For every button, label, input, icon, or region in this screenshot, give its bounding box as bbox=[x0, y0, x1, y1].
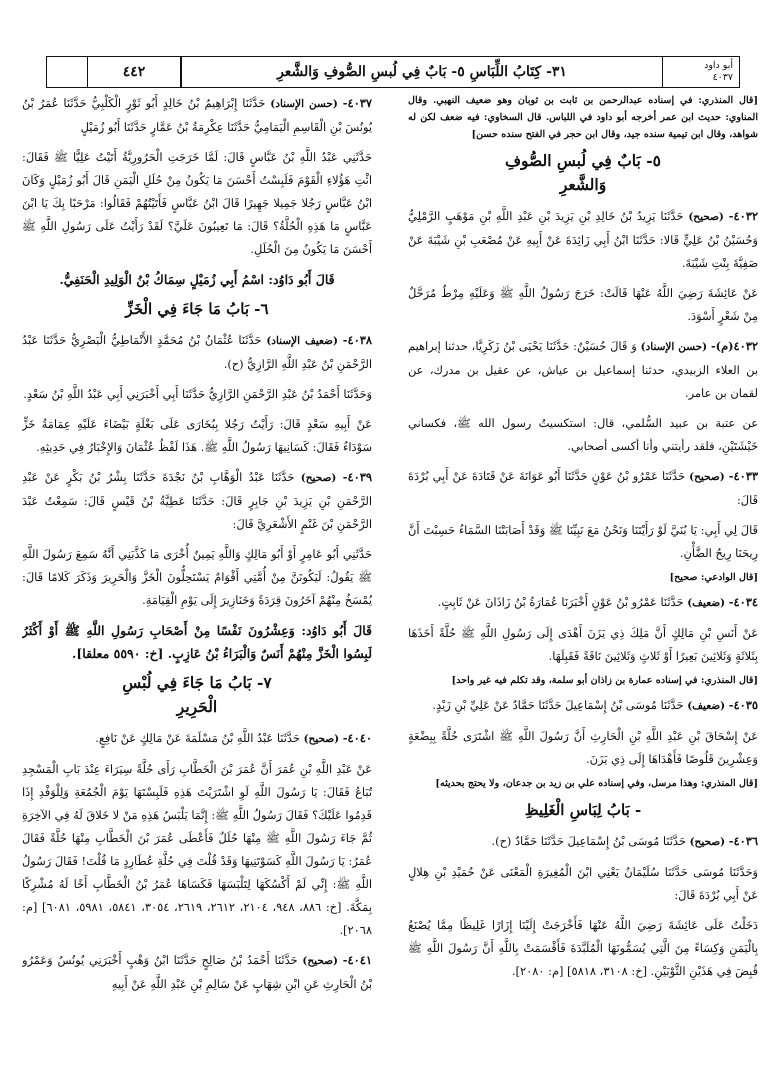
hadith-matn: عَنْ إِسْحَاقَ بْنِ عَبْدِ اللَّهِ بْنِ الْحَارِثِ أَنَّ رَسُولَ اللَّهِ ﷺ اشْتَرَى حُلَّةً بِبِضْعَةٍ وَعِشْرِينَ قَلُوصًا فَأَهْدَاهَا إِلَى ذِي يَزَنَ. bbox=[408, 729, 758, 766]
hadith-matn: عن عتبة بن عبيد السُّلمي، قال: استكسيتُ رسول الله ﷺ، فكساني خَيْشَتَيْنِ، فلقد رأيتني وأنا أكسى أصحابي. bbox=[408, 416, 758, 453]
hadith-text: حَدَّثَنَا عَمْرُو بْنُ عَوْنٍ أَخْبَرَنَا عُمَارَةُ بْنُ زَاذَانَ عَنْ ثَابِتٍ. bbox=[437, 595, 684, 609]
hadith-number: ٤٠٣٧- bbox=[342, 96, 372, 110]
hadith-matn: عَنْ أَنَسِ بْنِ مَالِكٍ أَنَّ مَلِكَ ذِي يَزَنَ أَهْدَى إِلَى رَسُولِ اللَّهِ ﷺ حُلَّةً أَخَذَهَا بِثَلاثَةٍ وَثَلاثِينَ بَعِيرًا أَوْ ثَلاثٍ وَثَلاثِينَ نَاقَةً فَقَبِلَهَا. bbox=[408, 626, 758, 663]
hadith-text: حَدَّثَنَا عَمْرُو بْنُ عَوْنٍ حَدَّثَنَا أَبُو عَوَانَةَ عَنْ قَتَادَةَ عَنْ أَبِي بُرْدَةَ قَالَ: bbox=[408, 469, 758, 507]
hadith-text: حَدَّثَنَا يَزِيدُ بْنُ خَالِدِ بْنِ يَزِيدَ بْنِ عَبْدِ اللَّهِ بْنِ مَوْهَبٍ الرَّمْلِيُّ وَحُسَيْنُ بْنُ عَلِيٍّ قَالا: حَدَّثَنَا ابْنُ أَبِي زَائِدَةَ عَنْ أَبِيهِ عَنْ مُصْعَبِ بْنِ شَيْبَةَ عَنْ صَفِيَّةَ بِنْتِ شَيْبَةَ. bbox=[408, 209, 758, 270]
abu-dawud-comment: قَالَ أَبُو دَاوُد: اسْمُ أَبِي زُمَيْلٍ سِمَاكُ بْنُ الْوَلِيدِ الْحَنَفِيُّ. bbox=[59, 272, 335, 287]
hadith-text: حَدَّثَنَا مُوسَى بْنُ إِسْمَاعِيلَ حَدَّثَنَا حَمَّادٌ (ح). bbox=[491, 834, 686, 848]
abu-dawud-comment: قَالَ أَبُو دَاوُد: وَعِشْرُونَ نَفْسًا مِنْ أَصْحَابِ رَسُولِ اللَّهِ ﷺ أَوْ أَكْثَرُ لَبِسُوا الْخَزَّ مِنْهُمْ أَنَسٌ وَالْبَرَاءُ بْنُ عَازِبٍ. [خ: ٥٥٩٠ معلقا]. bbox=[22, 623, 372, 661]
hadith-number: ٤٠٣٢(م)- bbox=[710, 339, 758, 353]
hadith-text: حَدَّثَنَا مُوسَى بْنُ إِسْمَاعِيلَ حَدَّثَنَا حَمَّادٌ عَنْ عَلِيِّ بْنِ زَيْدٍ. bbox=[432, 698, 684, 712]
hadith-matn: عَنْ أَبِيهِ سَعْدٍ قَالَ: رَأَيْتُ رَجُلا بِبُخَارَى عَلَى بَغْلَةٍ بَيْضَاءَ عَلَيْهِ عِمَامَةُ خَزٍّ سَوْدَاءُ فَقَالَ: كَسَانِيهَا رَسُولُ اللَّهِ ﷺ. هَذَا لَفْظُ عُثْمَانَ وَالإِخْبَارُ فِي حَدِيثِهِ. bbox=[22, 417, 372, 454]
footnote-block: [قال الوادعي: صحيح] bbox=[669, 572, 758, 583]
hadith-isnad bbox=[22, 727, 372, 751]
hadith-matn: حَدَّثَنِي عَبْدُ اللَّهِ بْنُ عَبَّاسٍ قَالَ: لَمَّا خَرَجَتِ الْحَرُورِيَّةُ أَتَيْتُ عَلِيًّا ﷺ فَقَالَ: ائْتِ هَؤُلاءِ الْقَوْمَ فَلَبِسْتُ أَحْسَنَ مَا يَكُونُ مِنْ حُلَلِ الْيَمَنِ قَالَ أَبُو زُمَيْلٍ وَكَانَ ابْنُ عَبَّاسٍ رَجُلا جَمِيلا جَهِيرًا قَالَ ابْنُ عَبَّاسٍ فَأَتَيْتُهُمْ فَقَالُوا: مَرْحَبًا بِكَ يَا ابْنَ عَبَّاسٍ مَا هَذِهِ الْحُلَّةُ؟ قَالَ: مَا تَعِيبُونَ عَلَيَّ؟ لَقَدْ رَأَيْتُ عَلَى رَسُولِ اللَّهِ ﷺ أَحْسَنَ مَا يَكُونُ مِنَ الْحُلَلِ. bbox=[22, 150, 372, 256]
right-column bbox=[408, 92, 758, 1067]
hadith-isnad bbox=[22, 466, 372, 536]
hadith-grade: (صحيح) bbox=[300, 472, 337, 484]
header-book-cell bbox=[663, 57, 739, 87]
hadith-isnad bbox=[22, 92, 372, 139]
hadith-matn: عَنْ عَائِشَةَ رَضِيَ اللَّهُ عَنْهَا قَالَتْ: خَرَجَ رَسُولُ اللَّهِ ﷺ وَعَلَيْهِ مِرْطٌ مُرَحَّلٌ مِنْ شَعْرٍ أَسْوَدَ. bbox=[408, 286, 758, 323]
footnote-block: [قال المنذري: في إسناده عبدالرحمن بن ثابت بن ثوبان وهو ضعيف النهبي. وقال المناوي: حديث ابن عمر أخرجه أبو داود في اللباس. قال السخاوي: فيه ضعف لكن له شواهد، وقال ابن تيمية سنده جيد، وقال ابن حجر في الفتح سنده حسن] bbox=[408, 95, 758, 140]
chapter-heading: ٦- بَابُ مَا جَاءَ فِي الْخَزِّ bbox=[125, 300, 269, 318]
hadith-grade: (حسن الإسناد) bbox=[640, 341, 708, 353]
hadith-grade: (ضعيف الإسناد) bbox=[266, 335, 338, 347]
hadith-grade: (ضعيف) bbox=[687, 597, 726, 609]
chapter-title-line: الْحَرِيرِ bbox=[176, 697, 218, 716]
hadith-text-continued: وَحَدَّثَنَا أَحْمَدُ بْنُ عَبْدِ الرَّحْمَنِ الرَّازِيُّ حَدَّثَنَا أَبِي أَخْبَرَنِي أَبِي عَبْدُ اللَّهِ بْنُ سَعْدٍ. bbox=[23, 387, 372, 401]
hadith-grade: (صحيح) bbox=[302, 955, 338, 967]
hadith-number: ٤٠٤٠- bbox=[342, 731, 372, 745]
hadith-text-continued: وَحَدَّثَنَا مُوسَى حَدَّثَنَا سُلَيْمَانُ يَعْنِي ابْنَ الْمُغِيرَةِ الْمَعْنَى عَنْ حُمَيْدِ بْنِ هِلالٍ عَنْ أَبِي بُرْدَةَ قَالَ: bbox=[408, 865, 758, 902]
hadith-number: ٤٠٣٤- bbox=[728, 595, 758, 609]
chapter-title-line: وَالشَّعرِ bbox=[559, 175, 607, 194]
hadith-number: ٤٠٣٣- bbox=[728, 469, 758, 483]
chapter-heading: - بَابُ لِبَاسِ الْغَلِيظِ bbox=[524, 801, 642, 819]
running-header bbox=[46, 56, 740, 88]
hadith-grade: (صحيح) bbox=[689, 471, 725, 483]
hadith-number: ٤٠٣٢- bbox=[728, 209, 758, 223]
hadith-isnad bbox=[408, 335, 758, 405]
header-book-name: أبو داود bbox=[704, 60, 733, 71]
header-book-number: ٤٠٣٧ bbox=[712, 72, 733, 83]
hadith-isnad bbox=[408, 465, 758, 512]
hadith-matn: دَخَلْتُ عَلَى عَائِشَةَ رَضِيَ اللَّهُ عَنْهَا فَأَخْرَجَتْ إِلَيْنَا إِزَارًا غَلِيظًا مِمَّا يُصْنَعُ بِالْيَمَنِ وَكِسَاءً مِنَ الَّتِي يُسَمُّونَهَا الْمُلَبَّدَةَ فَأَقْسَمَتْ بِاللَّهِ أَنَّ رَسُولَ اللَّهِ ﷺ قُبِضَ فِي هَذَيْنِ الثَّوْبَيْنِ. [خ: ٣١٠٨، ٥٨١٨] [م: ٢٠٨٠]. bbox=[408, 918, 758, 978]
hadith-text: حَدَّثَنَا أَحْمَدُ بْنُ صَالِحٍ حَدَّثَنَا ابْنُ وَهْبٍ أَخْبَرَنِي يُونُسُ وَعَمْرُو بْنُ الْحَارِثِ عَنِ ابْنِ شِهَابٍ عَنْ سَالِمِ بْنِ عَبْدِ اللَّهِ عَنْ أَبِيهِ bbox=[22, 953, 372, 991]
footnote-block: [قال المنذري: في إسناده عمارة بن زاذان أبو سلمة، وقد تكلم فيه غير واحد] bbox=[451, 675, 758, 686]
footnote-block: [قال المنذري: وهذا مرسل، وفي إسناده علي بن زيد بن جدعان، ولا يحتج بحديثه] bbox=[435, 778, 758, 789]
chapter-heading bbox=[408, 149, 758, 197]
hadith-text: حَدَّثَنَا إِبْرَاهِيمُ بْنُ خَالِدٍ أَبُو ثَوْرٍ الْكَلْبِيُّ حَدَّثَنَا عُمَرُ بْنُ يُونُسَ بْنِ الْقَاسِمِ الْيَمَامِيُّ حَدَّثَنَا عِكْرِمَةُ بْنُ عَمَّارٍ حَدَّثَنَا أَبُو زُمَيْلٍ bbox=[22, 96, 372, 134]
hadith-text: وَ قَالَ حُسَيْنٌ: حَدَّثَنَا يَحْيَى بْنُ زَكَرِيَّا، حدثنا إبراهيم بن العلاء الزبيدي، حدثنا إسماعيل بن عياش، عن عقيل بن مدرك، عن لقمان بن عامر. bbox=[408, 339, 758, 400]
hadith-number: ٤٠٣٨- bbox=[342, 333, 372, 347]
hadith-matn: حَدَّثَنِي أَبُو عَامِرٍ أَوْ أَبُو مَالِكٍ وَاللَّهِ يَمِينٌ أُخْرَى مَا كَذَّبَنِي أَنَّهُ سَمِعَ رَسُولَ اللَّهِ ﷺ يَقُولُ: لَيَكُونَنَّ مِنْ أُمَّتِي أَقْوَامٌ يَسْتَحِلُّونَ الْخَزَّ وَالْحَرِيرَ وَذَكَرَ كَلامًا قَالَ: يُمْسَخُ مِنْهُمْ آخَرُونَ قِرَدَةً وَخَنَازِيرَ إِلَى يَوْمِ الْقِيَامَةِ. bbox=[22, 547, 372, 607]
left-column bbox=[22, 92, 372, 1067]
chapter-title-line: ٥- بَابٌ فِي لُبسِ الصُّوفِ bbox=[504, 151, 661, 170]
chapter-heading bbox=[22, 671, 372, 719]
hadith-number: ٤٠٣٦- bbox=[728, 834, 758, 848]
hadith-isnad bbox=[22, 329, 372, 376]
hadith-isnad bbox=[22, 949, 372, 996]
hadith-isnad bbox=[408, 591, 758, 615]
hadith-text: حَدَّثَنَا عُثْمَانُ بْنُ مُحَمَّدٍ الأَنْمَاطِيُّ الْبَصْرِيُّ حَدَّثَنَا عَبْدُ الرَّحْمَنِ بْنُ عَبْدِ اللَّهِ الرَّازِيُّ (ح). bbox=[22, 333, 372, 371]
hadith-grade: (ضعيف) bbox=[687, 700, 726, 712]
hadith-text: حَدَّثَنَا عَبْدُ اللَّهِ بْنُ مَسْلَمَةَ عَنْ مَالِكٍ عَنْ نَافِعٍ. bbox=[95, 731, 300, 745]
page-number: ٤٤٢ bbox=[88, 57, 181, 87]
hadith-text: حَدَّثَنَا عَبْدُ الْوَهَّابِ بْنُ نَجْدَةَ حَدَّثَنَا بِشْرُ بْنُ بَكْرٍ عَنْ عَبْدِ الرَّحْمَنِ بْنِ يَزِيدَ بْنِ جَابِرٍ قَالَ: حَدَّثَنَا عَطِيَّةُ بْنُ قَيْسٍ قَالَ: سَمِعْتُ عَبْدَ الرَّحْمَنِ بْنَ غَنْمٍ الأَشْعَرِيَّ قَالَ: bbox=[22, 470, 372, 531]
header-empty-cell bbox=[47, 57, 88, 87]
hadith-number: ٤٠٣٥- bbox=[728, 698, 758, 712]
hadith-grade: (حسن الإسناد) bbox=[270, 98, 338, 110]
hadith-isnad bbox=[408, 205, 758, 275]
hadith-number: ٤٠٣٩- bbox=[342, 470, 372, 484]
header-chapter-title: ٣١- كِتَابُ اللِّبَاسِ ٥- بَابٌ فِي لُبسِ الصُّوفِ وَالشَّعرِ bbox=[181, 57, 663, 87]
hadith-number: ٤٠٤١- bbox=[342, 953, 372, 967]
hadith-grade: (صحيح) bbox=[689, 836, 726, 848]
hadith-matn: قَالَ لِي أَبِي: يَا بُنَيَّ لَوْ رَأَيْتَنَا وَنَحْنُ مَعَ نَبِيِّنَا ﷺ وَقَدْ أَصَابَتْنَا السَّمَاءُ حَسِبْتَ أَنَّ رِيحَنَا رِيحُ الضَّأْنِ. bbox=[408, 523, 758, 560]
hadith-isnad bbox=[408, 830, 758, 854]
hadith-matn: عَنْ عَبْدِ اللَّهِ بْنِ عُمَرَ أَنَّ عُمَرَ بْنَ الْخَطَّابِ رَأَى حُلَّةً سِيَرَاءَ عِنْدَ بَابِ الْمَسْجِدِ تُبَاعُ فَقَالَ: يَا رَسُولَ اللَّهِ لَوِ اشْتَرَيْتَ هَذِهِ فَلَبِسْتَهَا يَوْمَ الْجُمُعَةِ وَلِلْوَفْدِ إِذَا قَدِمُوا عَلَيْكَ؟ فَقَالَ رَسُولُ اللَّهِ ﷺ: إِنَّمَا يَلْبَسُ هَذِهِ مَنْ لا خَلاقَ لَهُ فِي الآخِرَةِ ثُمَّ جَاءَ رَسُولَ اللَّهِ ﷺ مِنْهَا حُلَلٌ فَأَعْطَى عُمَرَ بْنَ الْخَطَّابِ مِنْهَا حُلَّةً فَقَالَ عُمَرُ: يَا رَسُولَ اللَّهِ كَسَوْتَنِيهَا وَقَدْ قُلْتَ فِي حُلَّةِ عُطَارِدٍ مَا قُلْتَ! فَقَالَ رَسُولُ اللَّهِ ﷺ: إِنِّي لَمْ أَكْسُكَهَا لِتَلْبَسَهَا فَكَسَاهَا عُمَرُ بْنُ الْخَطَّابِ أَخًا لَهُ مُشْرِكًا بِمَكَّةَ. [خ: ٨٨٦، ٩٤٨، ٢١٠٤، ٢٦١٢، ٢٦١٩، ٣٠٥٤، ٥٨٤١، ٥٩٨١، ٦٠٨١] [م: ٢٠٦٨]. bbox=[22, 762, 372, 937]
chapter-title-line: ٧- بَابُ مَا جَاءَ فِي لُبْسِ bbox=[122, 673, 272, 692]
hadith-isnad bbox=[408, 694, 758, 718]
hadith-grade: (صحيح) bbox=[688, 211, 724, 223]
hadith-grade: (صحيح) bbox=[303, 733, 340, 745]
